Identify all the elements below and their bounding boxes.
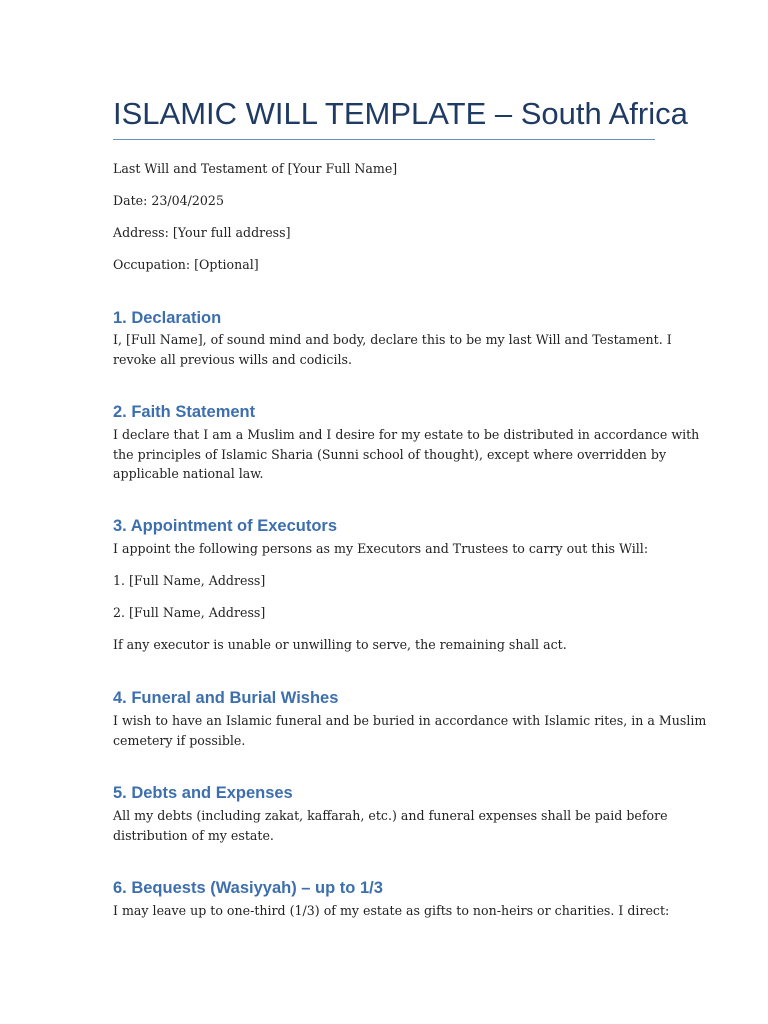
section-heading-bequests: 6. Bequests (Wasiyyah) – up to 1/3 (113, 879, 383, 897)
declaration-paragraph (113, 330, 672, 369)
address-line: Address: [Your full address] (113, 225, 291, 240)
paragraph-line: I may leave up to one-third (1/3) of my estate as gifts to non-heirs or charities. I direct: (113, 903, 670, 918)
testament-line: Last Will and Testament of [Your Full Name] (113, 161, 398, 176)
paragraph-line: All my debts (including zakat, kaffarah, etc.) and funeral expenses shall be paid before (113, 808, 668, 823)
paragraph-line: I wish to have an Islamic funeral and be buried in accordance with Islamic rites, in a Muslim (113, 713, 707, 728)
executors-intro: I appoint the following persons as my Executors and Trustees to carry out this Will: (113, 541, 649, 556)
bequests-paragraph (113, 901, 670, 921)
paragraph-line: distribution of my estate. (113, 827, 274, 843)
paragraph-line: cemetery if possible. (113, 732, 246, 748)
date-line: Date: 23/04/2025 (113, 193, 224, 208)
paragraph-line: applicable national law. (113, 466, 264, 481)
title-underline (113, 139, 655, 140)
section-heading-faith-statement: 2. Faith Statement (113, 403, 256, 421)
paragraph-line: the principles of Islamic Sharia (Sunni school of thought), except where overridden by (113, 446, 667, 462)
document-title: ISLAMIC WILL TEMPLATE – South Africa (113, 96, 688, 131)
executors-closing: If any executor is unable or unwilling to serve, the remaining shall act. (113, 637, 567, 652)
occupation-line: Occupation: [Optional] (113, 257, 259, 272)
paragraph-line: I, [Full Name], of sound mind and body, declare this to be my last Will and Testament. I (113, 332, 672, 347)
section-heading-debts: 5. Debts and Expenses (113, 784, 293, 802)
faith-statement-paragraph (113, 425, 700, 484)
debts-paragraph (113, 806, 668, 845)
section-heading-funeral: 4. Funeral and Burial Wishes (113, 689, 339, 707)
paragraph-line: I declare that I am a Muslim and I desire for my estate to be distributed in accordance with (113, 427, 700, 442)
paragraph-line: revoke all previous wills and codicils. (113, 351, 352, 367)
section-heading-executors: 3. Appointment of Executors (113, 517, 337, 535)
executor-item-1: 1. [Full Name, Address] (113, 573, 266, 588)
executor-item-2: 2. [Full Name, Address] (113, 605, 266, 620)
funeral-paragraph (113, 711, 707, 750)
section-heading-declaration: 1. Declaration (113, 309, 222, 327)
